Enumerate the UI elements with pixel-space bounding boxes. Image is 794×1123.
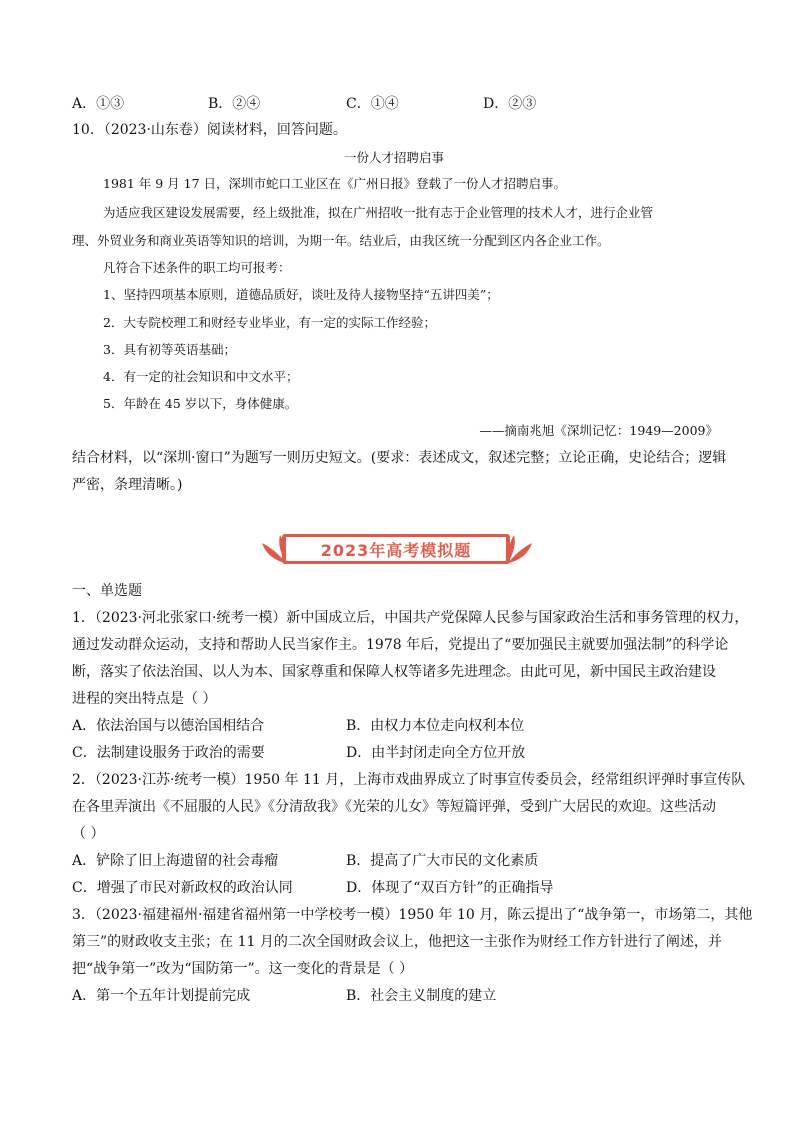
question-2-line: 在各里弄演出《不屈服的人民》《分清敌我》《光荣的儿女》等短篇评弹，受到广大居民的欢迎。这些活动 (72, 799, 716, 815)
option-b: B．②④ (208, 96, 261, 112)
material-list-item: 4．有一定的社会知识和中文水平； (103, 369, 299, 384)
banner-title: 2023年高考模拟题 (320, 540, 472, 560)
material-list-item: 3．具有初等英语基础； (103, 342, 236, 357)
question-3-line: 3．（2023·福建福州·福建省福州第一中学校考一模）1950 年 10 月，陈云提出了“战争第一，市场第二，其他 (72, 907, 753, 923)
question-1-option-d: D．由半封闭走向全方位开放 (346, 745, 526, 761)
question-2-option-b: B．提高了广大市民的文化素质 (346, 853, 539, 869)
question-3-option-a: A．第一个五年计划提前完成 (72, 988, 251, 1004)
material-list-item: 5．年龄在 45 岁以下，身体健康。 (103, 396, 298, 411)
question-1-line: 1．（2023·河北张家口·统考一模）新中国成立后，中国共产党保障人民参与国家政治生活和事务管理的权力， (72, 610, 749, 626)
material-title: 一份人才招聘启事 (344, 150, 445, 165)
option-c: C．①④ (346, 96, 399, 112)
right-leaf-icon (506, 533, 536, 567)
question-1-option-b: B．由权力本位走向权利本位 (346, 718, 525, 734)
question-3-line: 第三”的财政收支主张；在 11 月的二次全国财政会议上，他把这一主张作为财经工作方针进行了阐述，并 (72, 934, 722, 950)
question-1-option-c: C．法制建设服务于政治的需要 (72, 745, 265, 761)
banner-box (282, 534, 510, 564)
section-banner (258, 533, 536, 567)
question-1-option-a: A．依法治国与以德治国相结合 (72, 718, 265, 734)
question-2-line: 2．（2023·江苏·统考一模）1950 年 11 月，上海市戏曲界成立了时事宣传委员会，经常组织评弹时事宣传队 (72, 772, 746, 788)
material-paragraph: 为适应我区建设发展需要，经上级批准，拟在广州招收一批有志于企业管理的技术人才，进行企业管 (103, 205, 654, 220)
option-a: A．①③ (72, 96, 125, 112)
question-10-stem: 10．（2023·山东卷）阅读材料，回答问题。 (72, 122, 347, 138)
question-2-option-c: C．增强了市民对新政权的政治认同 (72, 880, 293, 896)
question-10-task: 结合材料，以“深圳·窗口”为题写一则历史短文。(要求：表述成文，叙述完整；立论正确，史论结合；逻辑 (72, 450, 727, 466)
material-source: ——摘南兆旭《深圳记忆：1949—2009》 (479, 423, 718, 438)
question-2-option-a: A．铲除了旧上海遗留的社会毒瘤 (72, 853, 279, 869)
question-2-line: （ ） (72, 826, 105, 842)
material-paragraph: 1981 年 9 月 17 日，深圳市蛇口工业区在《广州日报》登载了一份人才招聘启事。 (103, 176, 567, 191)
question-10-task: 严密，条理清晰。) (72, 477, 183, 493)
material-list-item: 1、坚持四项基本原则，道德品质好，谈吐及待人接物坚持“五讲四美”； (103, 287, 499, 302)
question-3-line: 把“战争第一”改为“国防第一”。这一变化的背景是（ ） (72, 961, 414, 977)
option-d: D．②③ (483, 96, 537, 112)
material-paragraph: 凡符合下述条件的职工均可报考： (103, 260, 291, 275)
question-3-option-b: B．社会主义制度的建立 (346, 988, 497, 1004)
question-1-line: 通过发动群众运动，支持和帮助人民当家作主。1978 年后，党提出了“要加强民主就要加强法制”的科学论 (72, 637, 729, 653)
question-2-option-d: D．体现了“双百方针”的正确指导 (346, 880, 554, 896)
question-1-line: 进程的突出特点是（ ） (72, 691, 217, 707)
material-paragraph: 理、外贸业务和商业英语等知识的培训，为期一年。结业后，由我区统一分配到区内各企业工作。 (72, 233, 610, 248)
section-heading: 一、单选题 (72, 583, 142, 599)
question-1-line: 断，落实了依法治国、以人为本、国家尊重和保障人权等诸多先进理念。由此可见，新中国民主政治建设 (72, 664, 716, 680)
material-list-item: 2．大专院校理工和财经专业毕业，有一定的实际工作经验； (103, 315, 436, 330)
